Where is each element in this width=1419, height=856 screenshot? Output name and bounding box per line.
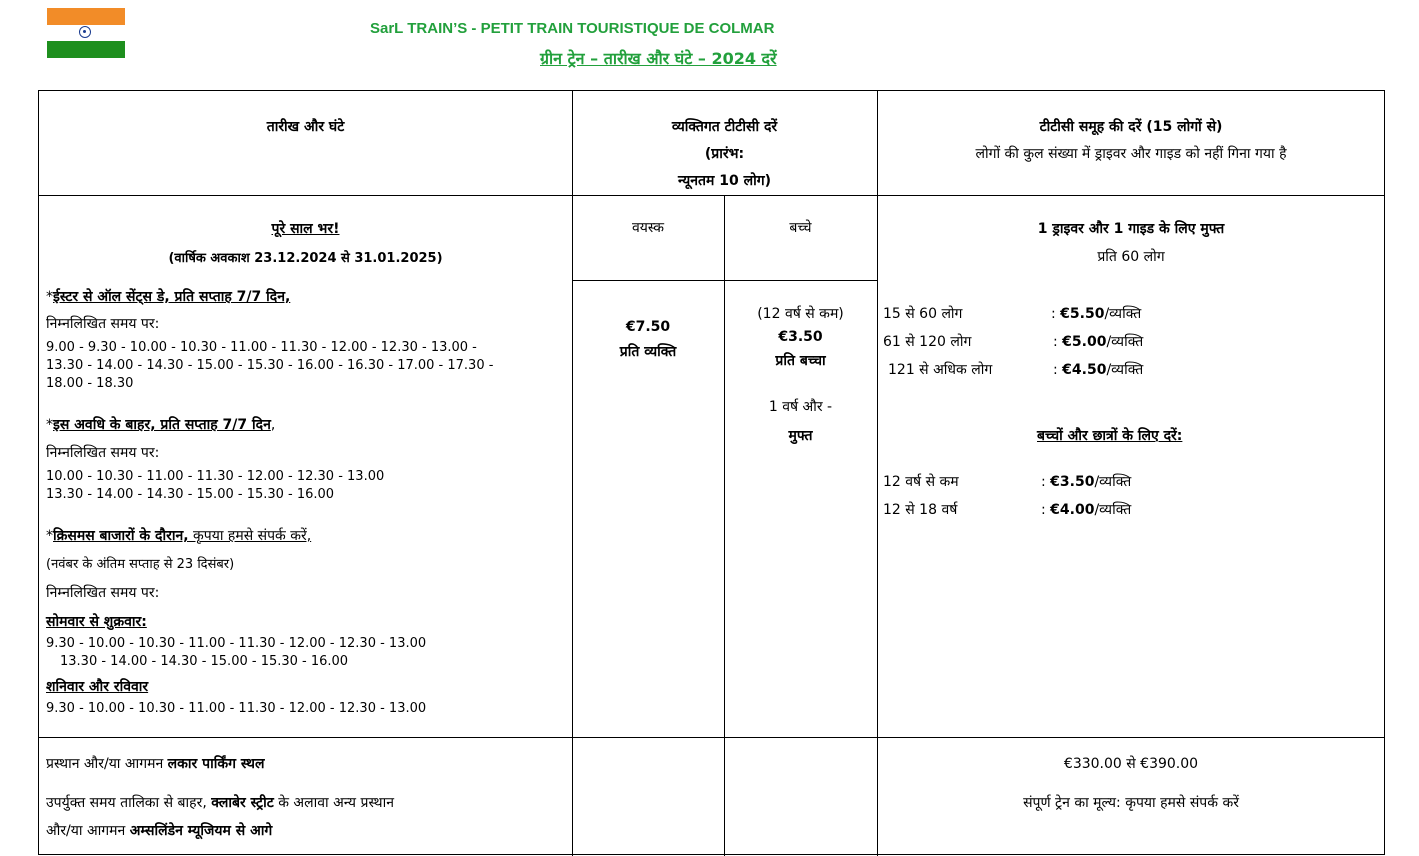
other2-location: अम्सलिंडेन म्यूजियम से आगे <box>129 823 273 839</box>
group-tier-price-value: €5.50 <box>1060 306 1105 322</box>
xmas-heading <box>46 527 311 546</box>
group-tier-price-value: €5.00 <box>1062 334 1107 350</box>
flag-saffron-band <box>47 8 125 25</box>
times-label: निम्नलिखित समय पर: <box>46 316 160 332</box>
weekday-times-line: 13.30 - 14.00 - 14.30 - 15.00 - 15.30 - 16.00 <box>60 654 349 669</box>
weekend-heading: शनिवार और रविवार <box>46 679 149 695</box>
kids-tier-unit: /व्यक्ति <box>1094 474 1132 490</box>
col-header-individual: व्यक्तिगत टीटीसी दरें <box>671 119 778 135</box>
outside-heading-text: इस अवधि के बाहर, प्रति सप्ताह 7/7 दिन <box>53 417 271 433</box>
group-tier-unit: /व्यक्ति <box>1106 362 1144 378</box>
kids-tier-unit: /व्यक्ति <box>1094 502 1132 518</box>
individual-subheader-divider <box>572 280 877 281</box>
adult-unit: प्रति व्यक्ति <box>619 344 677 360</box>
kids-tier-price-value: €3.50 <box>1050 474 1095 490</box>
full-train-contact: संपूर्ण ट्रेन का मूल्य: कृपया हमसे संपर्क करें <box>1023 795 1239 811</box>
easter-times-line: 9.00 - 9.30 - 10.00 - 10.30 - 11.00 - 11.30 - 12.00 - 12.30 - 13.00 - <box>46 340 477 355</box>
flag-green-band <box>47 41 125 58</box>
weekend-times-line: 9.30 - 10.00 - 10.30 - 11.00 - 11.30 - 12.00 - 12.30 - 13.00 <box>46 701 427 716</box>
group-tier-price-value: €4.50 <box>1062 362 1107 378</box>
departure-line <box>46 755 264 774</box>
footer-row-divider <box>39 737 1384 738</box>
departure-prefix: प्रस्थान और/या आगमन <box>46 756 168 772</box>
kids-tier-price: : €3.50/व्यक्ति <box>1041 474 1132 490</box>
col-header-group-note: लोगों की कुल संख्या में ड्राइवर और गाइड को नहीं गिना गया है <box>975 146 1287 162</box>
company-title: SarL TRAIN’S - PETIT TRAIN TOURISTIQUE DE COLMAR <box>370 20 775 37</box>
easter-heading <box>46 288 290 307</box>
other-location: क्लाबेर स्ट्रीट <box>211 795 274 811</box>
ashoka-chakra-icon <box>79 26 91 38</box>
other-prefix: उपर्युक्त समय तालिका से बाहर, <box>46 795 212 811</box>
other-mid: के अलावा अन्य प्रस्थान <box>273 795 394 811</box>
infant-label: 1 वर्ष और - <box>768 399 833 415</box>
outside-times-line: 13.30 - 14.00 - 14.30 - 15.00 - 15.30 - 16.00 <box>46 487 335 502</box>
other2-prefix: और/या आगमन <box>46 823 130 839</box>
group-tier-label: 61 से 120 लोग <box>883 334 972 350</box>
group-tier-price: : €5.50/व्यक्ति <box>1051 306 1142 322</box>
child-price: €3.50 <box>778 329 823 345</box>
child-unit: प्रति बच्चा <box>775 353 826 369</box>
other-arrival-line <box>46 822 272 841</box>
easter-times-line: 13.30 - 14.00 - 14.30 - 15.00 - 15.30 - 16.00 - 16.30 - 17.00 - 17.30 - <box>46 358 494 373</box>
group-tier-label: 15 से 60 लोग <box>883 306 963 322</box>
easter-heading-text: ईस्टर से ऑल सेंट्स डे, प्रति सप्ताह 7/7 दिन, <box>53 289 291 305</box>
outside-heading <box>46 416 275 435</box>
col-header-group: टीटीसी समूह की दरें (15 लोगों से) <box>1039 119 1223 135</box>
adult-price: €7.50 <box>625 319 671 335</box>
departure-location: लकार पार्किंग स्थल <box>167 756 265 772</box>
col-divider-adult-child <box>724 195 725 856</box>
adult-label: वयस्क <box>631 220 665 236</box>
kids-rates-heading: बच्चों और छात्रों के लिए दरें: <box>1037 428 1183 444</box>
xmas-contact-text: कृपया हमसे संपर्क करें, <box>188 528 312 544</box>
col-header-individual-min: न्यूनतम 10 लोग) <box>677 173 771 189</box>
group-tier-label: 121 से अधिक लोग <box>888 362 993 378</box>
easter-times-line: 18.00 - 18.30 <box>46 376 134 391</box>
kids-tier-price-value: €4.00 <box>1050 502 1095 518</box>
page-subtitle: ग्रीन ट्रेन – तारीख और घंटे – 2024 दरें <box>540 49 777 68</box>
xmas-heading-text: क्रिसमस बाजारों के दौरान, <box>53 528 189 544</box>
child-age: (12 वर्ष से कम) <box>757 306 844 322</box>
per-60-people: प्रति 60 लोग <box>1097 249 1165 265</box>
kids-tier-label: 12 वर्ष से कम <box>883 474 959 490</box>
col-divider-1 <box>572 91 573 856</box>
kids-tier-label: 12 से 18 वर्ष <box>883 502 958 518</box>
asterisk: * <box>46 417 53 433</box>
xmas-period: (नवंबर के अंतिम सप्ताह से 23 दिसंबर) <box>46 557 235 572</box>
col-divider-2 <box>877 91 878 856</box>
weekday-times-line: 9.30 - 10.00 - 10.30 - 11.00 - 11.30 - 12.00 - 12.30 - 13.00 <box>46 636 427 651</box>
weekdays-heading: सोमवार से शुक्रवार: <box>46 614 147 630</box>
col-header-individual-start: (प्रारंभ: <box>704 146 745 162</box>
times-label: निम्नलिखित समय पर: <box>46 585 160 601</box>
group-tier-price: : €5.00/व्यक्ति <box>1053 334 1144 350</box>
child-label: बच्चे <box>789 220 812 236</box>
group-tier-unit: /व्यक्ति <box>1106 334 1144 350</box>
comma: , <box>270 417 276 433</box>
other-departure-line <box>46 794 394 813</box>
col-header-dates: तारीख और घंटे <box>266 119 345 135</box>
free-driver-guide: 1 ड्राइवर और 1 गाइड के लिए मुफ्त <box>1037 221 1225 237</box>
holiday-note: (वार्षिक अवकाश 23.12.2024 से 31.01.2025) <box>168 251 443 266</box>
header-row-divider <box>39 195 1384 196</box>
full-train-price-range: €330.00 से €390.00 <box>1063 756 1199 772</box>
times-label: निम्नलिखित समय पर: <box>46 445 160 461</box>
all-year-heading: पूरे साल भर! <box>271 221 340 237</box>
kids-tier-price: : €4.00/व्यक्ति <box>1041 502 1132 518</box>
asterisk: * <box>46 528 53 544</box>
infant-free: मुफ्त <box>788 428 813 444</box>
group-tier-price: : €4.50/व्यक्ति <box>1053 362 1144 378</box>
group-tier-unit: /व्यक्ति <box>1104 306 1142 322</box>
asterisk: * <box>46 289 53 305</box>
india-flag-icon <box>47 8 125 58</box>
outside-times-line: 10.00 - 10.30 - 11.00 - 11.30 - 12.00 - 12.30 - 13.00 <box>46 469 385 484</box>
